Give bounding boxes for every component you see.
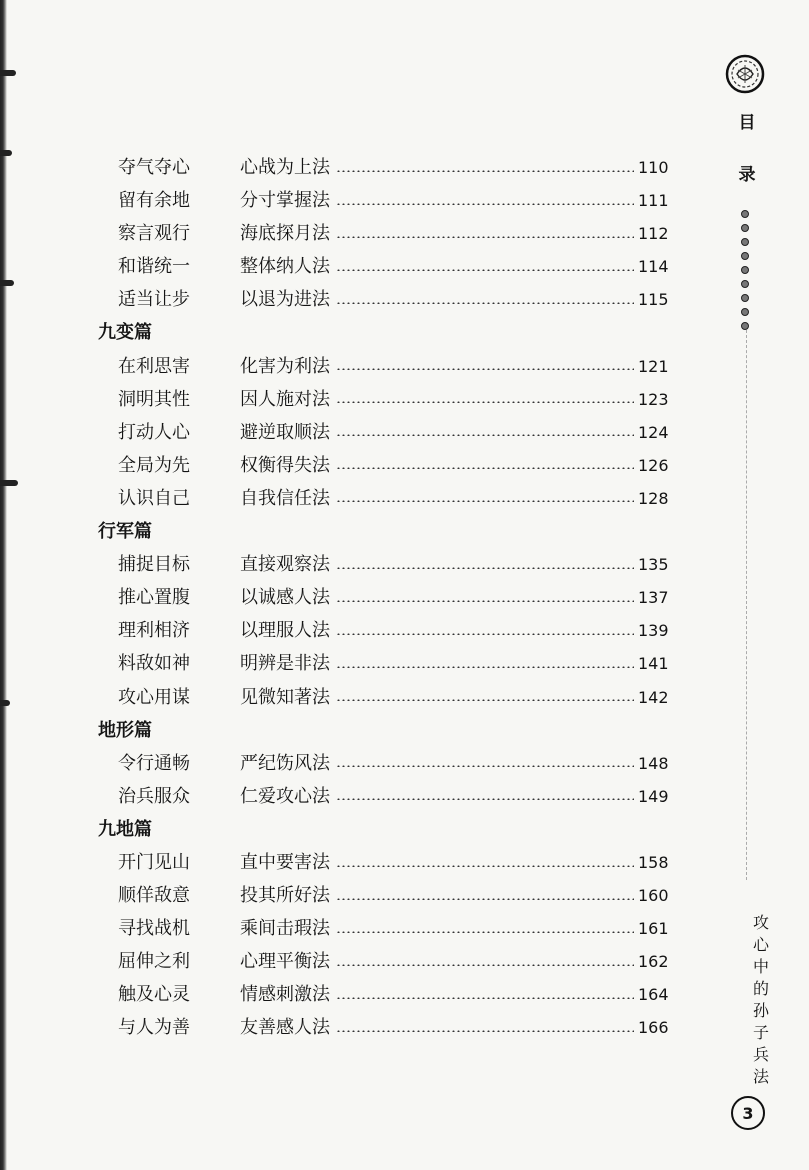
toc-entry-method: 因人施对法 (240, 388, 330, 410)
side-title-char: 录 (738, 165, 756, 185)
toc-entry-topic: 和谐统一 (118, 256, 190, 278)
toc-entry-page: 137 (638, 588, 669, 608)
toc-chapter-heading: 地形篇 (98, 719, 152, 741)
toc-entry-topic: 治兵服众 (118, 785, 190, 807)
toc-entry-page: 162 (638, 952, 669, 972)
toc-entry-method: 明辨是非法 (240, 653, 330, 675)
dot-leader (336, 600, 634, 602)
publisher-seal-icon (725, 54, 765, 94)
toc-entry[interactable] (98, 217, 678, 250)
toc-chapter-heading: 九地篇 (98, 818, 152, 840)
dot-leader (336, 798, 634, 800)
toc-entry-topic: 全局为先 (118, 454, 190, 476)
toc-entry-topic: 在利思害 (118, 355, 190, 377)
toc-entry-page: 121 (638, 356, 669, 376)
dot-leader (336, 865, 634, 867)
toc-entry-method: 分寸掌握法 (240, 190, 330, 212)
dot-leader (336, 401, 634, 403)
binding-mark (0, 700, 10, 706)
toc-entry[interactable] (98, 614, 678, 647)
binding-mark (0, 150, 12, 156)
toc-entry-method: 心理平衡法 (240, 951, 330, 973)
book-title-char: 兵 (752, 1045, 769, 1064)
toc-entry-page: 161 (638, 919, 669, 939)
toc-entry[interactable] (98, 250, 678, 283)
toc-entry[interactable] (98, 383, 678, 416)
toc-entry[interactable] (98, 780, 678, 813)
toc-entry-topic: 攻心用谋 (118, 686, 190, 708)
table-of-contents (98, 151, 678, 1045)
toc-entry-page: 141 (638, 654, 669, 674)
toc-entry[interactable] (98, 747, 678, 780)
book-title-char: 的 (752, 979, 769, 998)
dot-leader (336, 302, 634, 304)
toc-entry[interactable] (98, 350, 678, 383)
book-title-char: 攻 (752, 913, 769, 932)
toc-entry-page: 139 (638, 621, 669, 641)
toc-entry-method: 心战为上法 (240, 157, 330, 179)
toc-entry-topic: 推心置腹 (118, 587, 190, 609)
book-title-char: 子 (752, 1023, 769, 1042)
dot-leader (336, 633, 634, 635)
toc-entry-method: 整体纳人法 (240, 256, 330, 278)
dot-leader (336, 765, 634, 767)
dot-leader (336, 368, 634, 370)
binding-mark (0, 280, 14, 286)
dot-leader (336, 666, 634, 668)
toc-entry-method: 直中要害法 (240, 852, 330, 874)
toc-entry[interactable] (98, 151, 678, 184)
toc-entry-method: 仁爱攻心法 (240, 785, 330, 807)
toc-entry-topic: 料敌如神 (118, 653, 190, 675)
dot-leader (336, 500, 634, 502)
toc-entry[interactable] (98, 581, 678, 614)
dot-leader (336, 964, 634, 966)
toc-chapter-heading: 九变篇 (98, 322, 152, 344)
toc-entry-method: 权衡得失法 (240, 454, 330, 476)
toc-entry-method: 见微知著法 (240, 686, 330, 708)
book-title-char: 中 (752, 957, 769, 976)
toc-entry-topic: 适当让步 (118, 289, 190, 311)
dot-leader (336, 997, 634, 999)
binding-mark (0, 70, 16, 76)
toc-entry-topic: 顺佯敌意 (118, 885, 190, 907)
toc-entry-method: 以理服人法 (240, 620, 330, 642)
toc-entry[interactable] (98, 184, 678, 217)
toc-entry[interactable] (98, 681, 678, 714)
toc-entry-topic: 理利相济 (118, 620, 190, 642)
toc-entry-method: 友善感人法 (240, 1017, 330, 1039)
toc-entry-topic: 察言观行 (118, 223, 190, 245)
toc-entry[interactable] (98, 548, 678, 581)
toc-entry-page: 148 (638, 753, 669, 773)
dot-leader (336, 269, 634, 271)
toc-entry[interactable] (98, 647, 678, 680)
side-divider (746, 330, 747, 880)
dot-leader (336, 467, 634, 469)
toc-entry[interactable] (98, 978, 678, 1011)
dot-leader (336, 1030, 634, 1032)
toc-entry-page: 126 (638, 455, 669, 475)
toc-entry-topic: 洞明其性 (118, 388, 190, 410)
toc-entry-page: 135 (638, 555, 669, 575)
dot-leader (336, 567, 634, 569)
toc-entry-page: 111 (638, 191, 669, 211)
toc-entry-method: 避逆取顺法 (240, 421, 330, 443)
toc-entry-method: 以诚感人法 (240, 587, 330, 609)
toc-entry-page: 124 (638, 422, 669, 442)
toc-entry-method: 严纪饬风法 (240, 752, 330, 774)
book-title-char: 孙 (752, 1001, 769, 1020)
toc-entry[interactable] (98, 846, 678, 879)
book-title-char: 心 (752, 935, 769, 954)
toc-entry-method: 投其所好法 (240, 885, 330, 907)
toc-entry-topic: 触及心灵 (118, 984, 190, 1006)
toc-entry-topic: 认识自己 (118, 487, 190, 509)
side-title-char: 目 (738, 113, 756, 133)
toc-chapter-heading: 行军篇 (98, 521, 152, 543)
toc-entry[interactable] (98, 912, 678, 945)
toc-entry-page: 123 (638, 389, 669, 409)
toc-entry[interactable] (98, 449, 678, 482)
toc-entry-method: 直接观察法 (240, 554, 330, 576)
toc-entry-page: 166 (638, 1018, 669, 1038)
toc-entry-topic: 与人为善 (118, 1017, 190, 1039)
toc-entry-page: 160 (638, 886, 669, 906)
toc-entry-page: 149 (638, 786, 669, 806)
toc-entry[interactable] (98, 416, 678, 449)
decorative-dots (740, 210, 750, 336)
book-title-char: 法 (752, 1067, 769, 1086)
dot-leader (336, 931, 634, 933)
dot-leader (336, 236, 634, 238)
binding-edge (0, 0, 7, 1170)
toc-entry-method: 化害为利法 (240, 355, 330, 377)
toc-entry-topic: 开门见山 (118, 852, 190, 874)
toc-entry-page: 164 (638, 985, 669, 1005)
toc-entry-page: 128 (638, 488, 669, 508)
toc-entry-topic: 令行通畅 (118, 752, 190, 774)
toc-entry-topic: 打动人心 (118, 421, 190, 443)
toc-entry-method: 海底探月法 (240, 223, 330, 245)
dot-leader (336, 434, 634, 436)
toc-entry-method: 以退为进法 (240, 289, 330, 311)
toc-entry[interactable] (98, 482, 678, 515)
toc-entry-page: 142 (638, 687, 669, 707)
binding-mark (0, 480, 18, 486)
toc-entry-method: 情感刺激法 (240, 984, 330, 1006)
dot-leader (336, 699, 634, 701)
toc-entry-page: 115 (638, 290, 669, 310)
book-title-vertical (748, 912, 774, 1088)
toc-entry[interactable] (98, 283, 678, 316)
dot-leader (336, 898, 634, 900)
toc-entry-topic: 夺气夺心 (118, 157, 190, 179)
toc-entry-page: 110 (638, 158, 669, 178)
dot-leader (336, 170, 634, 172)
toc-entry[interactable] (98, 1011, 678, 1044)
toc-entry-method: 自我信任法 (240, 487, 330, 509)
toc-entry-topic: 留有余地 (118, 190, 190, 212)
toc-entry-page: 114 (638, 257, 669, 277)
toc-entry-topic: 寻找战机 (118, 918, 190, 940)
toc-entry-page: 158 (638, 853, 669, 873)
dot-leader (336, 203, 634, 205)
toc-entry[interactable] (98, 945, 678, 978)
page-number: 3 (731, 1096, 765, 1130)
toc-entry-method: 乘间击瑕法 (240, 918, 330, 940)
toc-entry-page: 112 (638, 224, 669, 244)
toc-entry-topic: 屈伸之利 (118, 951, 190, 973)
toc-entry[interactable] (98, 879, 678, 912)
toc-entry-topic: 捕捉目标 (118, 554, 190, 576)
